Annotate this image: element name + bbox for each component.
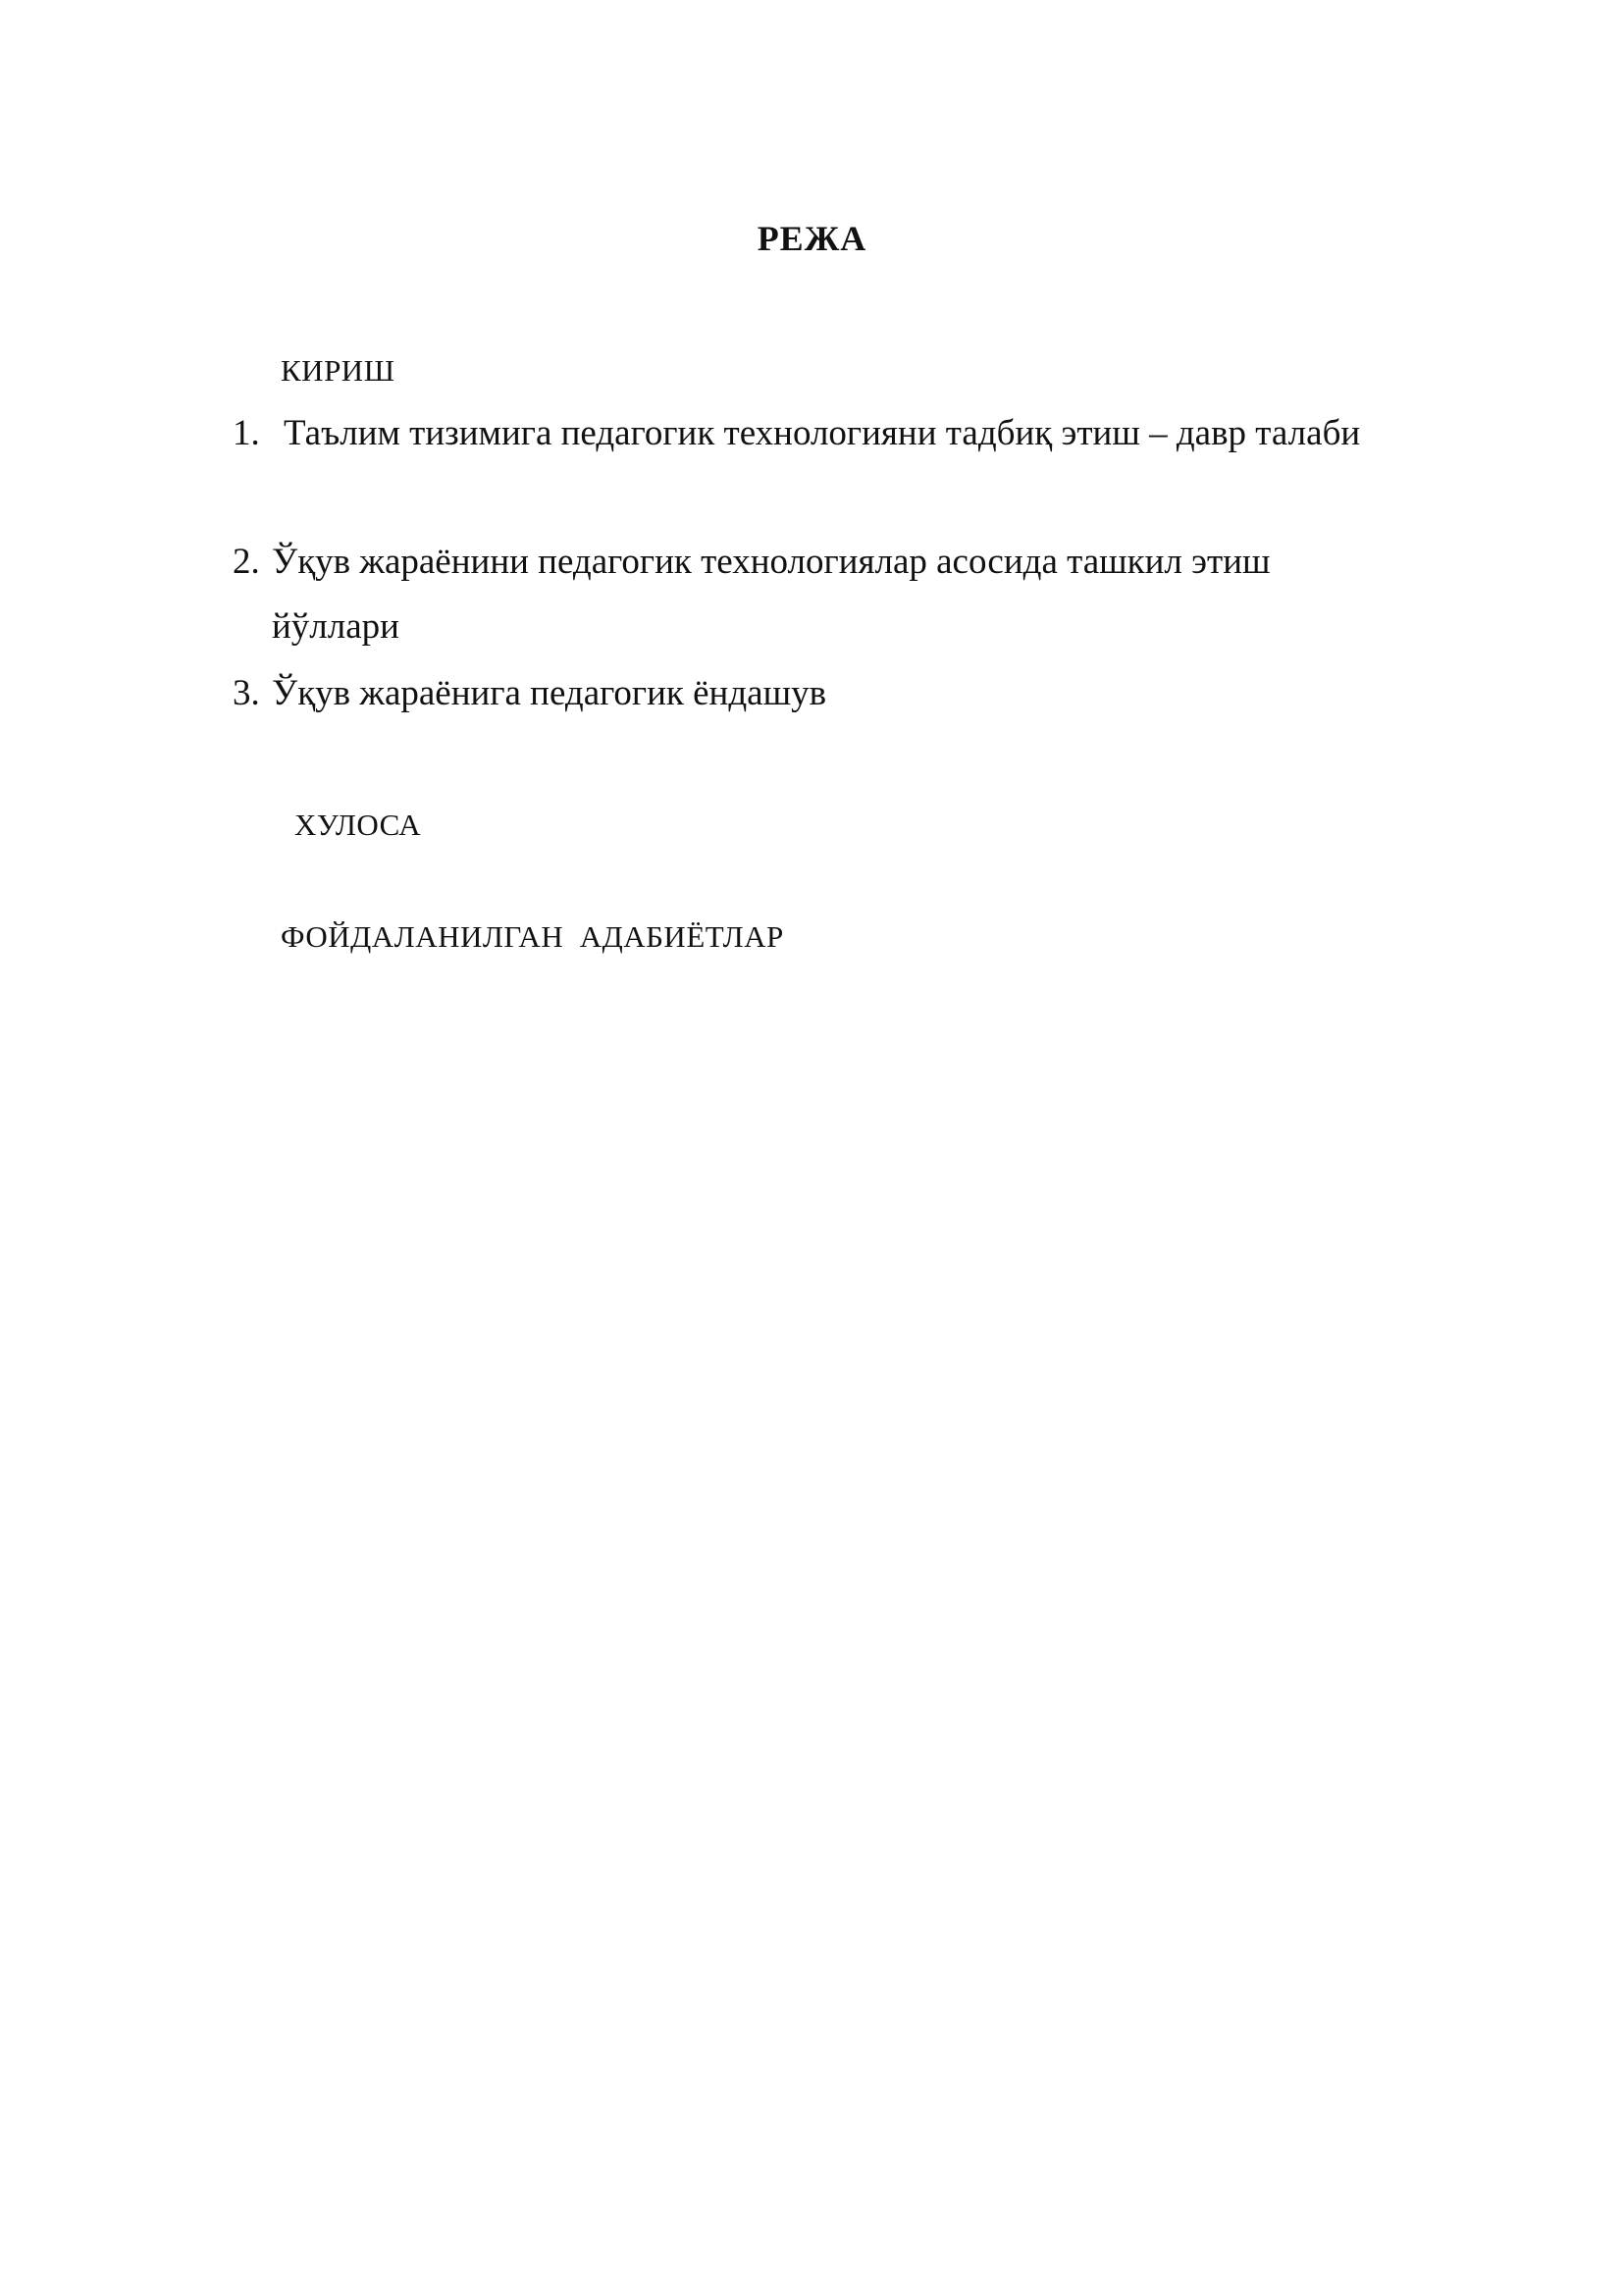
page-title: РЕЖА: [757, 219, 867, 258]
conclusion-heading: ХУЛОСА: [294, 808, 422, 842]
plan-item-number: 2.: [233, 542, 260, 582]
plan-item-text: Таълим тизимига педагогик технологияни тадбиқ этиш – давр талаби: [284, 413, 1361, 453]
plan-item-number: 3.: [233, 673, 260, 713]
references-heading: ФОЙДАЛАНИЛГАН АДАБИЁТЛАР: [281, 919, 784, 954]
plan-item-text: Ўқув жараёнини педагогик технологиялар асосида ташкил этиш: [272, 542, 1271, 582]
intro-heading: КИРИШ: [281, 353, 395, 388]
plan-item-2: [233, 530, 1410, 659]
plan-item-3: [233, 661, 826, 726]
plan-item-number: 1.: [233, 413, 260, 453]
plan-item-text: Ўқув жараёнига педагогик ёндашув: [272, 673, 827, 713]
plan-item-text-continuation: йўллари: [272, 606, 399, 647]
plan-item-1: [233, 401, 1360, 466]
